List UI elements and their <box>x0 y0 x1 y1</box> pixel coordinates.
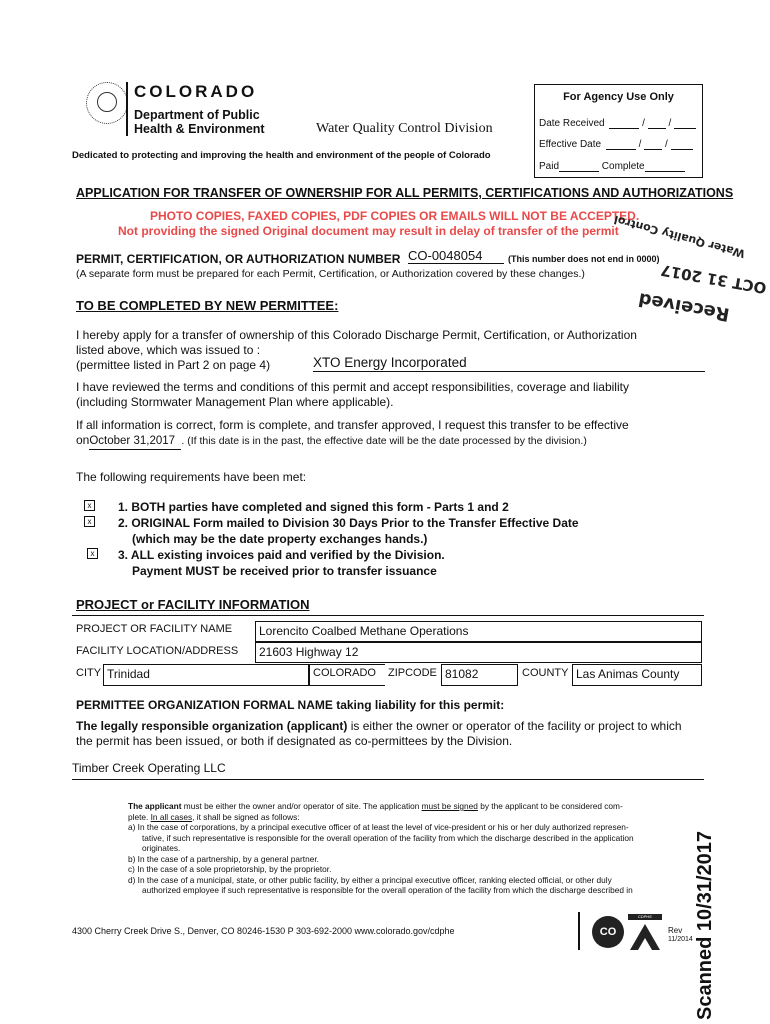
para3-line1: If all information is correct, form is complete, and transfer approved, I request this transfer to be effective <box>76 418 629 432</box>
brand-title: COLORADO <box>134 82 258 101</box>
county-field[interactable]: Las Animas County <box>572 664 702 686</box>
cdphe-logo-icon <box>628 914 662 950</box>
footer-address: 4300 Cherry Creek Drive S., Denver, CO 80246-1530 P 303-692-2000 www.colorado.gov/cdphe <box>72 926 455 936</box>
scanned-stamp: Scanned 10/31/2017 <box>694 830 716 1020</box>
revision-date: 11/2014 <box>668 936 693 943</box>
revision-label: Rev <box>668 926 683 935</box>
footer-divider <box>578 912 580 950</box>
new-permittee-heading: TO BE COMPLETED BY NEW PERMITTEE: <box>76 298 339 313</box>
para3-on: on <box>76 433 90 447</box>
issued-to-field[interactable]: XTO Energy Incorporated <box>313 355 705 372</box>
org-name-field[interactable]: Timber Creek Operating LLC <box>72 761 704 780</box>
requirements-intro: The following requirements have been met: <box>76 470 307 484</box>
county-label: COUNTY <box>522 667 569 679</box>
separate-form-note: (A separate form must be prepared for each Permit, Certification, or Authorization covered by these changes.) <box>76 268 585 280</box>
rule-c: c) In the case of a sole proprietorship, by the proprietor. <box>128 864 332 874</box>
effective-date-row: Effective Date / / <box>539 139 693 150</box>
signature-rules: The applicant must be either the owner and/or operator of site. The application must be signed by the applicant to be considered com- plete. In all cases, it shall be signed as follows: a) In the case of corporations, by a principal executive officer of at least the level of vice-president or his or her duly authorized represen- tative, if such representative is responsible for the overall operation of the facility from which the discharge described in the application originates. b) In the case of a partnership, by a general partner. c) In the case of a sole proprietorship, by the proprietor. d) In the case of a municipal, state, or other public facility, by either a principal executive officer, ranking elected official, or other duly authorized employee if such representative is responsible for the overall operation of the facility from which the discharge described in <box>128 801 698 896</box>
state-field: COLORADO <box>309 664 385 686</box>
stamp-received: Received <box>636 288 732 325</box>
division-name: Water Quality Control Division <box>316 121 493 136</box>
para1-line2: listed above, which was issued to : <box>76 343 261 357</box>
agency-use-box <box>534 84 703 178</box>
stamp-date: OCT 31 2017 <box>659 260 768 298</box>
date-received-row: Date Received / / <box>539 118 696 129</box>
department-line-1: Department of Public <box>134 108 260 122</box>
requirement-1: 1. BOTH parties have completed and signed this form - Parts 1 and 2 <box>118 500 509 514</box>
zipcode-field[interactable]: 81082 <box>441 664 518 686</box>
dedication-text: Dedicated to protecting and improving the health and environment of the people of Colorado <box>72 150 491 161</box>
location-field[interactable]: 21603 Highway 12 <box>255 642 702 663</box>
requirement-2: 2. ORIGINAL Form mailed to Division 30 Days Prior to the Transfer Effective Date <box>118 516 579 530</box>
para1-line3: (permittee listed in Part 2 on page 4) <box>76 358 271 372</box>
original-warning: Not providing the signed Original document may result in delay of transfer of the permit <box>118 224 619 238</box>
para1-line1: I hereby apply for a transfer of ownership of this Colorado Discharge Permit, Certification, or Authorization <box>76 328 637 342</box>
effective-date-field[interactable]: October 31,2017 <box>89 434 181 450</box>
project-name-field[interactable]: Lorencito Coalbed Methane Operations <box>255 621 702 642</box>
permit-number-field[interactable]: CO-0048054 <box>408 248 504 264</box>
org-text-line2: the permit has been issued, or both if designated as co-permittees by the Division. <box>76 734 513 748</box>
date-received-label: Date Received <box>539 118 605 129</box>
complete-label: Complete <box>601 161 645 172</box>
fine-print-bold: The applicant <box>128 801 182 811</box>
state-seal-center-icon <box>97 92 117 112</box>
requirement-2-note: (which may be the date property exchanges hands.) <box>132 532 428 546</box>
paid-label: Paid <box>539 161 560 172</box>
must-be-signed: must be signed <box>421 801 478 811</box>
co-logo-icon: CO <box>592 916 624 948</box>
para2-line1: I have reviewed the terms and conditions of this permit and accept responsibilities, coverage and liability <box>76 380 629 394</box>
requirement-3-note: Payment MUST be received prior to transfer issuance <box>132 564 437 578</box>
rule-d: d) In the case of a municipal, state, or other public facility, by either a principal executive officer, ranking elected official, or other duly <box>128 874 612 885</box>
requirement-3: 3. ALL existing invoices paid and verified by the Division. <box>118 548 445 562</box>
org-heading: PERMITTEE ORGANIZATION FORMAL NAME taking liability for this permit: <box>76 698 505 712</box>
in-all-cases: In all cases <box>150 811 193 822</box>
org-text-rest: is either the owner or operator of the facility or project to which <box>347 719 682 733</box>
effective-date-label: Effective Date <box>539 139 602 150</box>
location-label: FACILITY LOCATION/ADDRESS <box>76 645 239 657</box>
req3-checkbox[interactable]: x <box>87 548 98 559</box>
rule-a: a) In the case of corporations, by a principal executive officer of at least the level of vice-president or his or her duly authorized represen- <box>128 822 629 832</box>
org-description <box>76 719 706 749</box>
transfer-application-paragraph <box>76 328 706 375</box>
zipcode-label: ZIPCODE <box>388 667 437 679</box>
project-heading: PROJECT or FACILITY INFORMATION <box>76 597 310 612</box>
req2-checkbox[interactable]: x <box>84 516 95 527</box>
project-divider <box>72 615 704 616</box>
para2-line2: (including Stormwater Management Plan where applicable). <box>76 395 394 409</box>
stamp-division: Water Quality Control <box>612 212 747 261</box>
agency-box-title: For Agency Use Only <box>563 91 674 103</box>
form-title: APPLICATION FOR TRANSFER OF OWNERSHIP FOR ALL PERMITS, CERTIFICATIONS AND AUTHORIZATIONS <box>76 186 734 200</box>
effective-date-paragraph <box>76 418 706 450</box>
header-divider <box>126 82 128 136</box>
department-name <box>134 108 265 136</box>
project-name-label: PROJECT OR FACILITY NAME <box>76 623 233 635</box>
permit-number-label: PERMIT, CERTIFICATION, OR AUTHORIZATION NUMBER <box>76 252 401 266</box>
department-line-2: Health & Environment <box>134 122 265 136</box>
city-field[interactable]: Trinidad <box>103 664 309 686</box>
permit-number-note: (This number does not end in 0000) <box>508 254 660 264</box>
city-label: CITY <box>76 667 102 679</box>
terms-paragraph <box>76 380 706 410</box>
para3-tail: . (If this date is in the past, the effective date will be the date processed by the division.) <box>181 435 587 447</box>
copy-warning: PHOTO COPIES, FAXED COPIES, PDF COPIES OR EMAILS WILL NOT BE ACCEPTED. <box>150 209 640 223</box>
rule-b: b) In the case of a partnership, by a general partner. <box>128 853 319 864</box>
org-text-bold: The legally responsible organization (applicant) <box>76 719 348 733</box>
cdphe-logo-text: CDPHE <box>637 914 652 919</box>
paid-complete-row <box>539 161 685 172</box>
req1-checkbox[interactable]: x <box>84 500 95 511</box>
